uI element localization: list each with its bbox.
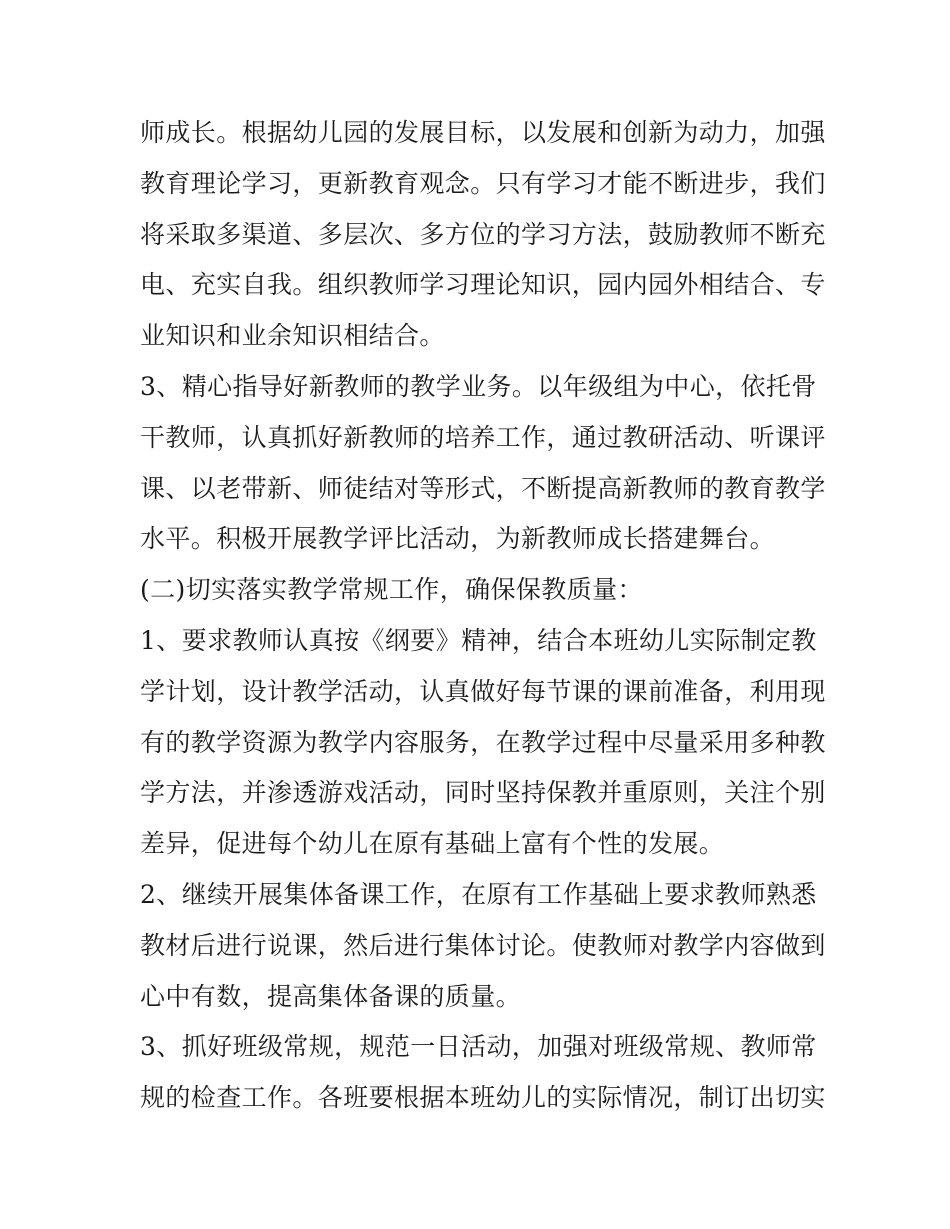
text-line: 心中有数，提高集体备课的质量。 [140, 981, 522, 1011]
text-line: 水平。积极开展教学评比活动，为新教师成长搭建舞台。 [140, 524, 776, 554]
text-line: 学计划，设计教学活动，认真做好每节课的课前准备，利用现 [140, 676, 826, 706]
text-line: 教材后进行说课，然后进行集体讨论。使教师对教学内容做到 [140, 930, 826, 960]
text-line: 3、抓好班级常规，规范一日活动，加强对班级常规、教师常 [140, 1032, 817, 1062]
text-line: 3、精心指导好新教师的教学业务。以年级组为中心，依托骨 [140, 371, 817, 401]
text-line: 2、继续开展集体备课工作，在原有工作基础上要求教师熟悉 [140, 879, 817, 909]
text-line: 干教师，认真抓好新教师的培养工作，通过教研活动、听课评 [140, 422, 826, 452]
text-line: 差异，促进每个幼儿在原有基础上富有个性的发展。 [140, 829, 725, 859]
text-line: 学方法，并渗透游戏活动，同时坚持保教并重原则，关注个别 [140, 778, 826, 808]
text-line: 师成长。根据幼儿园的发展目标，以发展和创新为动力，加强 [140, 118, 826, 147]
text-line: 电、充实自我。组织教师学习理论知识，园内园外相结合、专 [140, 270, 826, 300]
section-heading: (二)切实落实教学常规工作，确保保教质量： [140, 575, 643, 605]
text-line: 有的教学资源为教学内容服务，在教学过程中尽量采用多种教 [140, 727, 826, 757]
text-line: 课、以老带新、师徒结对等形式，不断提高新教师的教育教学 [140, 473, 826, 503]
text-line: 教育理论学习，更新教育观念。只有学习才能不断进步，我们 [140, 168, 826, 198]
text-line: 1、要求教师认真按《纲要》精神，结合本班幼儿实际制定教 [140, 625, 817, 655]
body-text [140, 108, 826, 1124]
text-line: 业知识和业余知识相结合。 [140, 321, 445, 351]
text-line: 规的检查工作。各班要根据本班幼儿的实际情况，制订出切实 [140, 1083, 826, 1113]
text-line: 将采取多渠道、多层次、多方位的学习方法，鼓励教师不断充 [140, 219, 826, 249]
